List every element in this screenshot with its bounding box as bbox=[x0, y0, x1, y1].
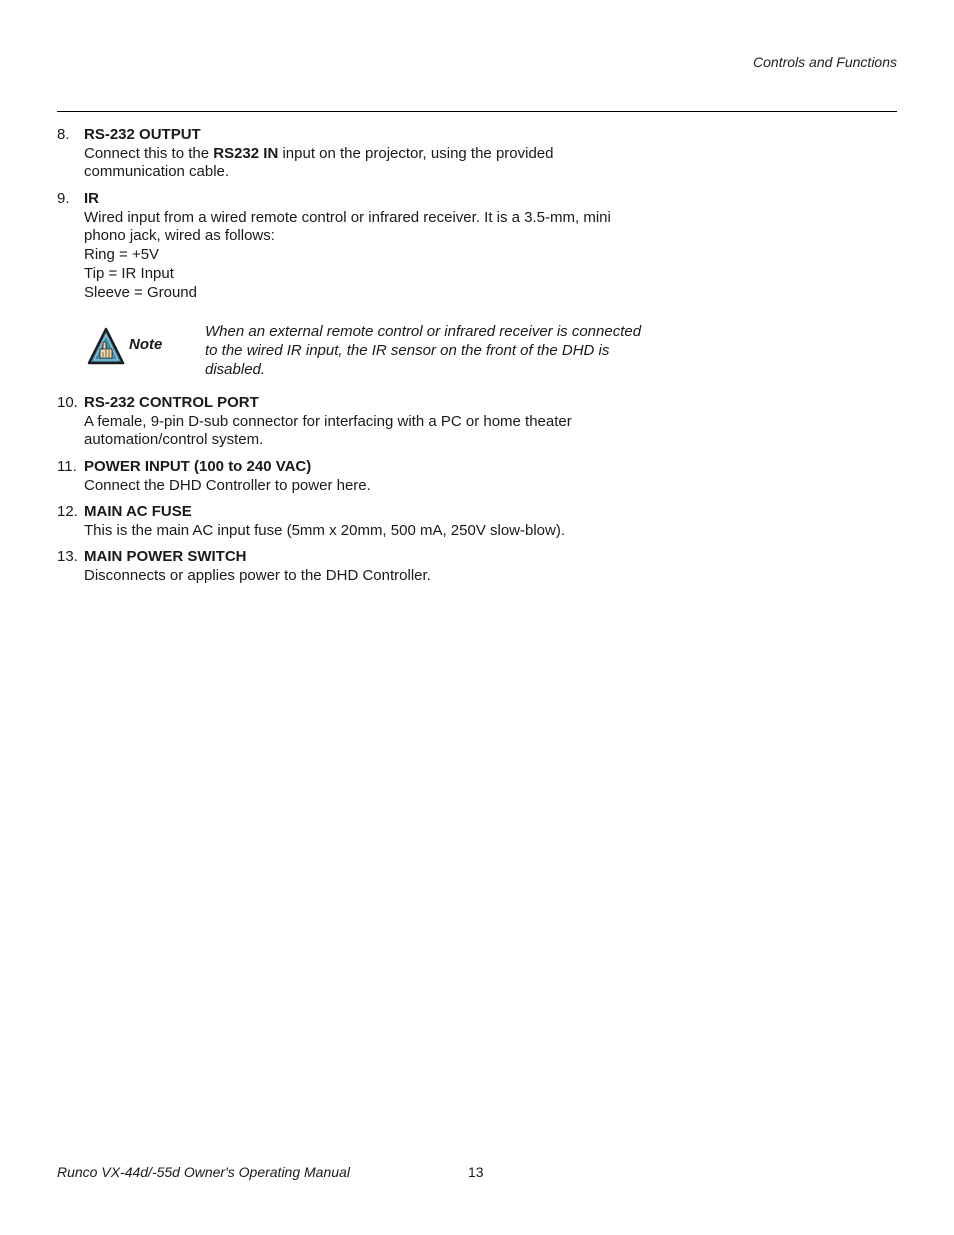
item-description-line: Connect the DHD Controller to power here. bbox=[84, 476, 371, 494]
note-text-line: When an external remote control or infrared receiver is connected bbox=[205, 323, 642, 340]
item-title: MAIN POWER SWITCH bbox=[84, 548, 247, 565]
item-number: 9. bbox=[57, 190, 70, 207]
text-run: Connect this to the bbox=[84, 144, 214, 162]
list-item-power-input bbox=[57, 458, 657, 495]
note-text-line: disabled. bbox=[205, 361, 266, 378]
footer-manual-title: Runco VX-44d/-55d Owner's Operating Manual bbox=[57, 1164, 350, 1180]
item-number: 12. bbox=[57, 503, 78, 520]
note-text-line: to the wired IR input, the IR sensor on the front of the DHD is bbox=[205, 342, 610, 359]
item-description-line: communication cable. bbox=[84, 163, 230, 181]
list-item-ir bbox=[57, 190, 657, 302]
item-title: IR bbox=[84, 190, 99, 207]
item-number: 10. bbox=[57, 394, 78, 411]
item-number: 8. bbox=[57, 126, 70, 143]
item-title: POWER INPUT (100 to 240 VAC) bbox=[84, 458, 312, 475]
header-rule bbox=[57, 111, 897, 112]
item-number: 11. bbox=[57, 458, 77, 475]
item-title: RS-232 CONTROL PORT bbox=[84, 394, 259, 411]
note-label: Note bbox=[129, 336, 163, 353]
item-description-line: phono jack, wired as follows: bbox=[84, 227, 275, 245]
item-description bbox=[84, 145, 657, 164]
item-description-line: automation/control system. bbox=[84, 431, 264, 449]
item-description-line: A female, 9-pin D-sub connector for interfacing with a PC or home theater bbox=[84, 412, 572, 430]
item-description-line: Tip = IR Input bbox=[84, 264, 174, 282]
text-run: input on the projector, using the provided bbox=[278, 144, 554, 162]
item-number: 13. bbox=[57, 548, 78, 565]
note-text bbox=[205, 322, 655, 379]
list-item-main-power-switch bbox=[57, 548, 657, 585]
list-item-rs232-output bbox=[57, 126, 657, 182]
item-title: RS-232 OUTPUT bbox=[84, 126, 201, 143]
note-icon bbox=[87, 327, 125, 365]
item-description-line: Disconnects or applies power to the DHD Controller. bbox=[84, 566, 431, 584]
running-head: Controls and Functions bbox=[753, 54, 897, 70]
list-item-main-ac-fuse bbox=[57, 503, 657, 540]
bold-term: RS232 IN bbox=[213, 144, 279, 162]
item-description-line: This is the main AC input fuse (5mm x 20mm, 500 mA, 250V slow-blow). bbox=[84, 521, 566, 539]
item-description-line: Sleeve = Ground bbox=[84, 283, 197, 301]
list-item-rs232-control-port bbox=[57, 394, 657, 450]
item-description-line: Wired input from a wired remote control or infrared receiver. It is a 3.5-mm, mini bbox=[84, 208, 611, 226]
footer-page-number: 13 bbox=[468, 1164, 484, 1180]
item-title: MAIN AC FUSE bbox=[84, 503, 192, 520]
item-description-line: Ring = +5V bbox=[84, 246, 160, 264]
